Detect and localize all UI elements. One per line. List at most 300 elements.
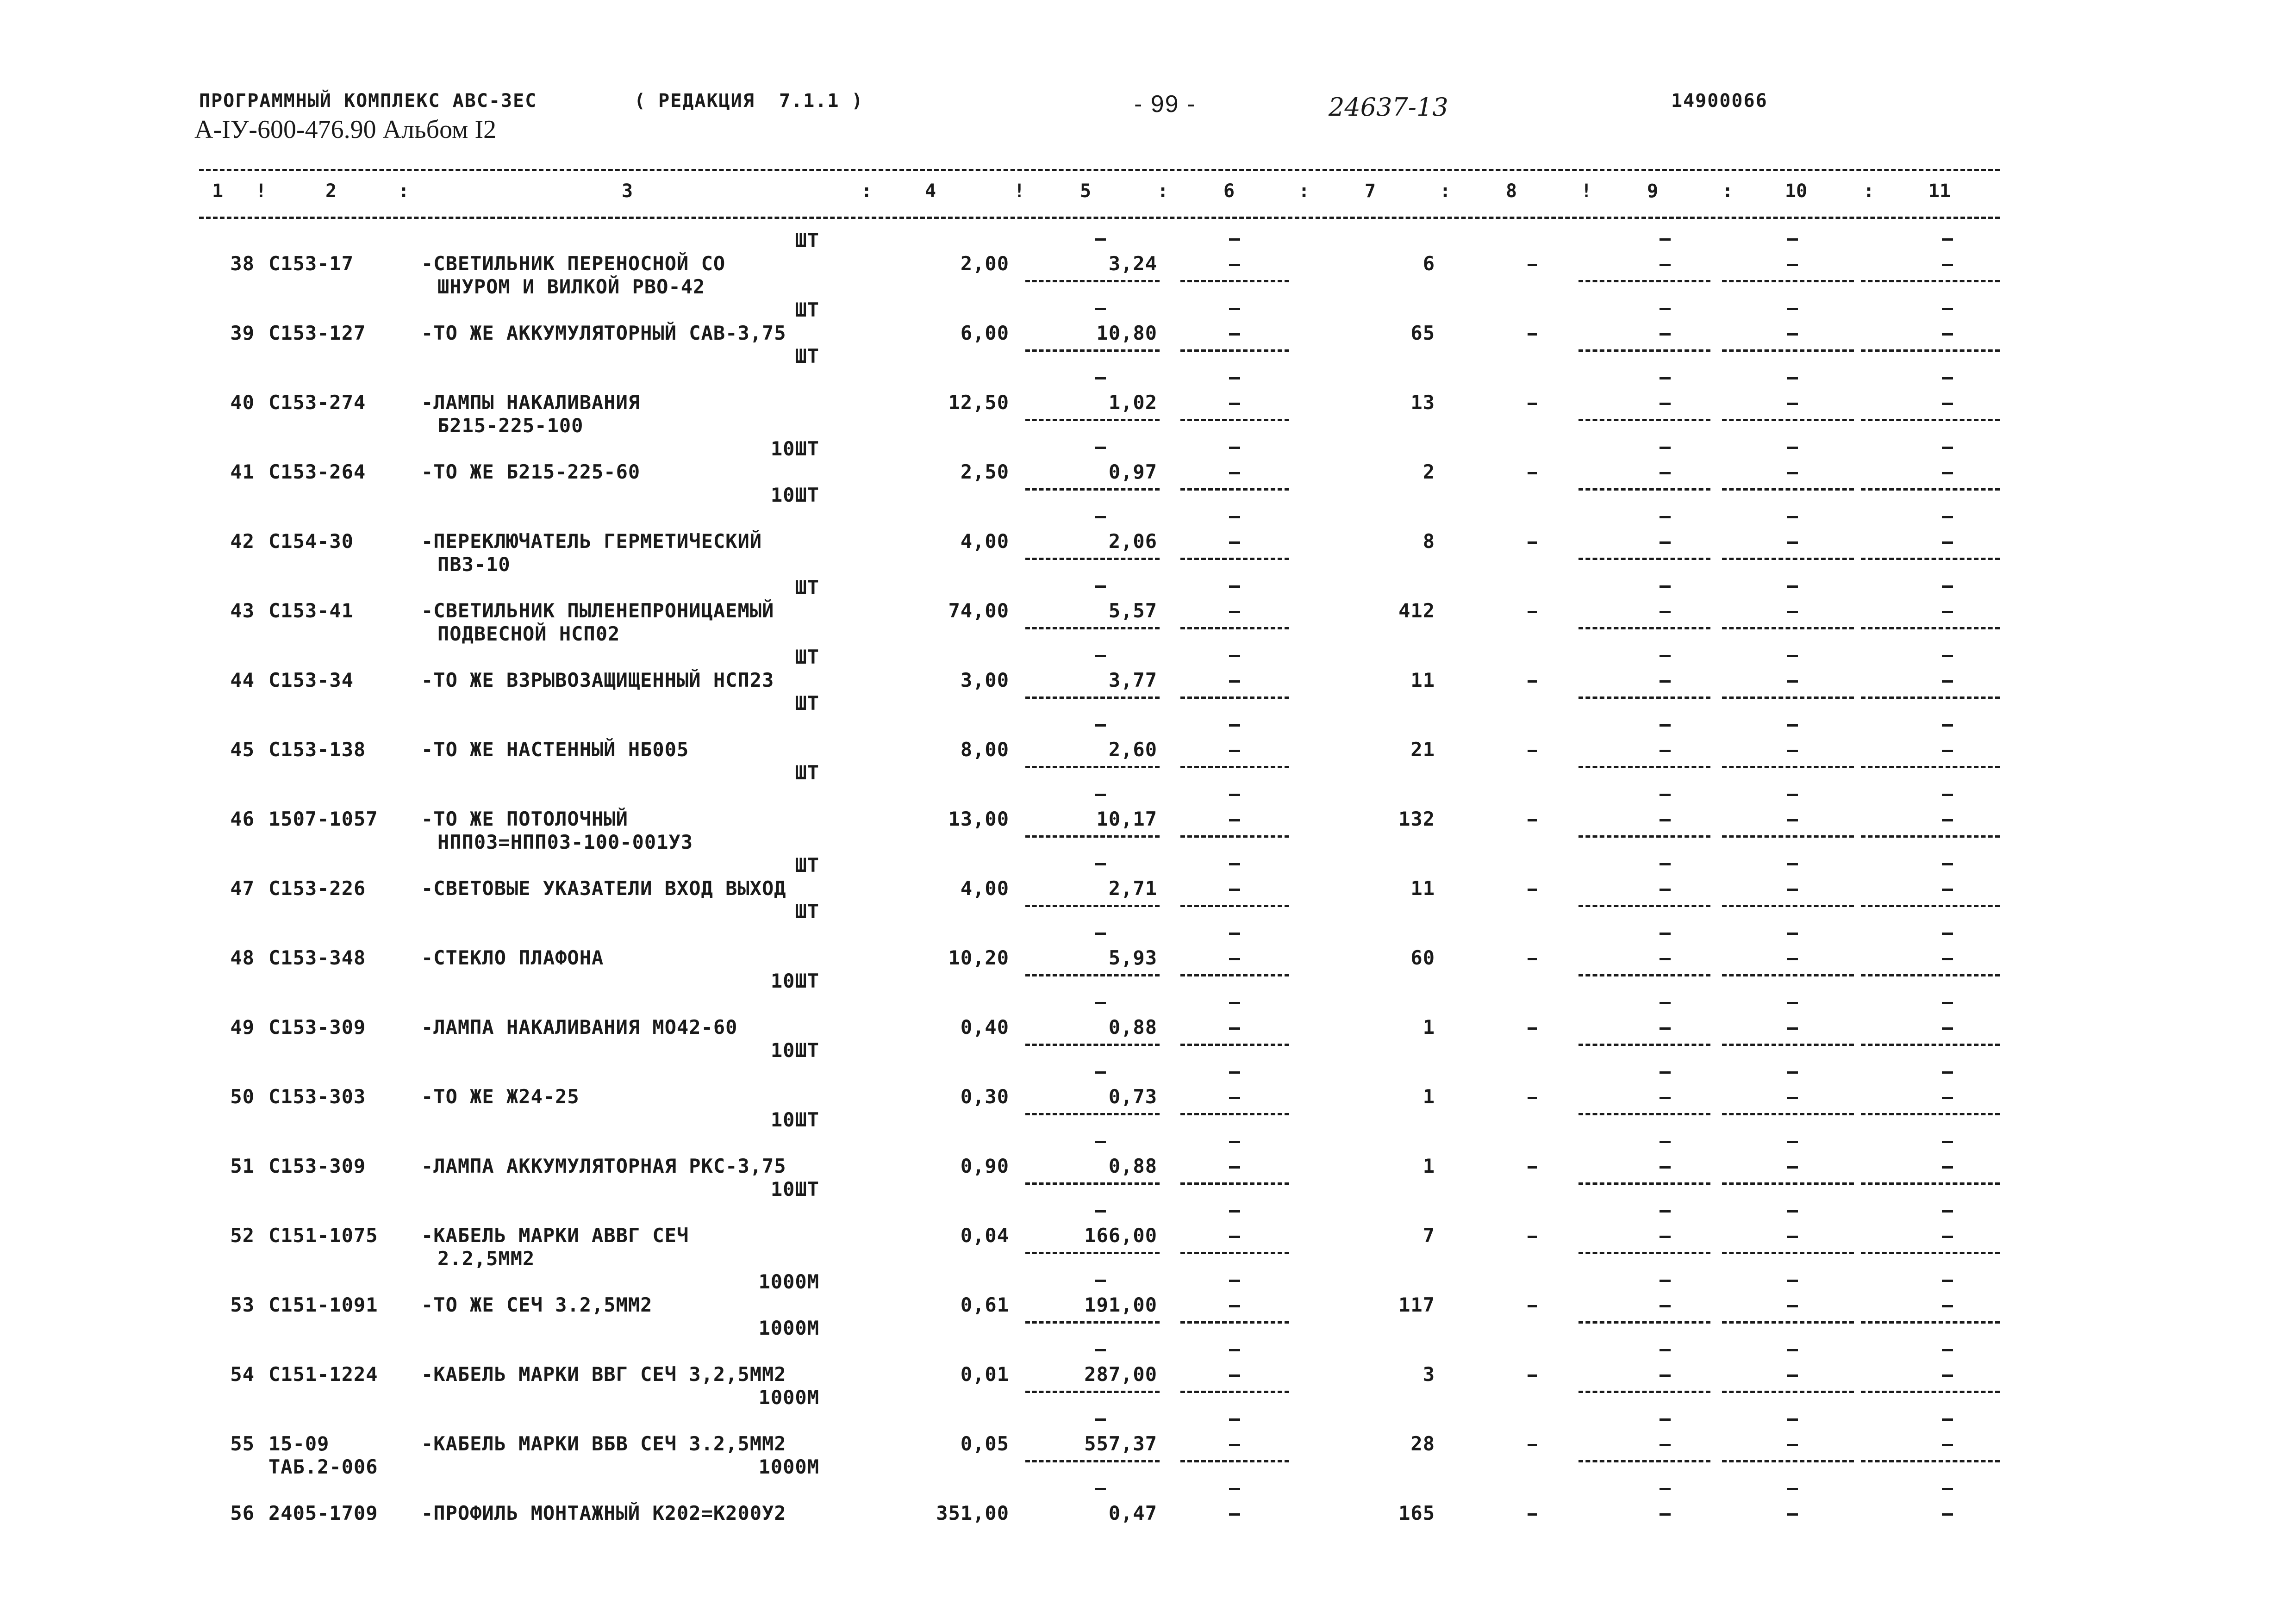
row-code: 15-09 bbox=[268, 1432, 330, 1455]
empty-cell-dash bbox=[1229, 1444, 1240, 1446]
cell-underline bbox=[1861, 974, 2000, 976]
row-col7-value: 1 bbox=[1423, 1085, 1435, 1108]
cell-underline bbox=[1861, 1460, 2000, 1462]
row-unit: 1000М bbox=[758, 1270, 819, 1293]
empty-cell-dash bbox=[1095, 308, 1106, 310]
cell-underline bbox=[1722, 280, 1854, 282]
empty-cell-dash bbox=[1229, 1236, 1240, 1238]
row-unit-next: 10ШТ bbox=[770, 1178, 819, 1200]
empty-cell-dash bbox=[1229, 1280, 1240, 1282]
empty-cell-dash bbox=[1942, 541, 1953, 544]
empty-cell-dash bbox=[1095, 1280, 1106, 1282]
empty-cell-dash bbox=[1787, 794, 1798, 796]
empty-cell-dash bbox=[1229, 819, 1240, 821]
empty-cell-dash bbox=[1660, 403, 1671, 405]
row-col5-value: 10,17 bbox=[1096, 808, 1157, 830]
row-col4-value: 0,04 bbox=[960, 1224, 1009, 1247]
cell-underline bbox=[1180, 1252, 1289, 1254]
cell-underline bbox=[1180, 1321, 1289, 1324]
empty-cell-dash bbox=[1095, 1210, 1106, 1213]
empty-cell-dash bbox=[1787, 1236, 1798, 1238]
empty-cell-dash bbox=[1229, 958, 1240, 960]
empty-cell-dash bbox=[1787, 403, 1798, 405]
row-name-continuation: 2.2,5ММ2 bbox=[437, 1247, 535, 1270]
cell-underline bbox=[1180, 974, 1289, 976]
empty-cell-dash bbox=[1660, 264, 1671, 266]
cell-underline bbox=[1025, 835, 1160, 838]
row-name: -ЛАМПА АККУМУЛЯТОРНАЯ РКС-3,75 bbox=[421, 1155, 786, 1177]
cell-underline bbox=[1578, 1321, 1710, 1324]
empty-cell-dash bbox=[1942, 472, 1953, 474]
cell-underline bbox=[1025, 766, 1160, 768]
empty-cell-dash bbox=[1787, 1280, 1798, 1282]
cell-underline bbox=[1861, 835, 2000, 838]
empty-cell-dash bbox=[1787, 1305, 1798, 1307]
empty-cell-dash bbox=[1095, 655, 1106, 657]
cell-underline bbox=[1861, 349, 2000, 352]
table-row bbox=[0, 1409, 2296, 1479]
empty-cell-dash bbox=[1095, 1418, 1106, 1421]
empty-cell-dash bbox=[1229, 1027, 1240, 1030]
row-number: 53 bbox=[230, 1293, 255, 1316]
cell-underline bbox=[1861, 766, 2000, 768]
row-unit: 10ШТ bbox=[770, 437, 819, 460]
empty-cell-dash bbox=[1787, 958, 1798, 960]
empty-cell-dash bbox=[1787, 238, 1798, 241]
row-code: С153-264 bbox=[268, 460, 366, 483]
row-number: 38 bbox=[230, 252, 255, 275]
empty-cell-dash bbox=[1787, 1349, 1798, 1351]
cell-underline bbox=[1722, 1391, 1854, 1393]
empty-cell-dash bbox=[1528, 1513, 1537, 1516]
cell-underline bbox=[1180, 419, 1289, 421]
empty-cell-dash bbox=[1787, 611, 1798, 613]
empty-cell-dash bbox=[1942, 1488, 1953, 1490]
empty-cell-dash bbox=[1528, 333, 1537, 336]
empty-cell-dash bbox=[1660, 1488, 1671, 1490]
cell-underline bbox=[1180, 280, 1289, 282]
row-col7-value: 132 bbox=[1398, 808, 1435, 830]
empty-cell-dash bbox=[1787, 1027, 1798, 1030]
empty-cell-dash bbox=[1528, 1027, 1537, 1030]
row-name: -ЛАМПА НАКАЛИВАНИЯ МО42-60 bbox=[421, 1016, 738, 1038]
cell-underline bbox=[1025, 1182, 1160, 1185]
row-number: 46 bbox=[230, 808, 255, 830]
empty-cell-dash bbox=[1942, 1002, 1953, 1004]
empty-cell-dash bbox=[1787, 1097, 1798, 1099]
row-number: 50 bbox=[230, 1085, 255, 1108]
empty-cell-dash bbox=[1660, 377, 1671, 379]
col-header-7: 7 bbox=[1364, 180, 1376, 202]
table-row bbox=[0, 1479, 2296, 1548]
table-row bbox=[0, 1201, 2296, 1270]
row-code: С153-17 bbox=[268, 252, 354, 275]
empty-cell-dash bbox=[1229, 1210, 1240, 1213]
empty-cell-dash bbox=[1660, 1374, 1671, 1377]
document-code: 14900066 bbox=[1671, 90, 1768, 112]
row-col4-value: 351,00 bbox=[936, 1502, 1009, 1524]
row-col5-value: 1,02 bbox=[1108, 391, 1157, 414]
empty-cell-dash bbox=[1095, 724, 1106, 727]
empty-cell-dash bbox=[1942, 333, 1953, 336]
empty-cell-dash bbox=[1942, 680, 1953, 683]
empty-cell-dash bbox=[1942, 863, 1953, 865]
empty-cell-dash bbox=[1229, 377, 1240, 379]
cell-underline bbox=[1578, 1182, 1710, 1185]
empty-cell-dash bbox=[1942, 750, 1953, 752]
cell-underline bbox=[1180, 488, 1289, 491]
row-number: 56 bbox=[230, 1502, 255, 1524]
empty-cell-dash bbox=[1660, 724, 1671, 727]
row-col7-value: 65 bbox=[1410, 322, 1435, 344]
row-col7-value: 8 bbox=[1423, 530, 1435, 553]
empty-cell-dash bbox=[1229, 611, 1240, 613]
empty-cell-dash bbox=[1229, 933, 1240, 935]
cell-underline bbox=[1578, 488, 1710, 491]
row-col5-value: 0,88 bbox=[1108, 1016, 1157, 1038]
row-col7-value: 60 bbox=[1410, 946, 1435, 969]
table-row bbox=[0, 229, 2296, 298]
empty-cell-dash bbox=[1942, 1418, 1953, 1421]
row-code: 2405-1709 bbox=[268, 1502, 378, 1524]
row-name: -СВЕТИЛЬНИК ПЫЛЕНЕПРОНИЦАЕМЫЙ bbox=[421, 599, 774, 622]
empty-cell-dash bbox=[1787, 655, 1798, 657]
row-col7-value: 1 bbox=[1423, 1155, 1435, 1177]
empty-cell-dash bbox=[1942, 1097, 1953, 1099]
row-col5-value: 3,24 bbox=[1108, 252, 1157, 275]
cell-underline bbox=[1861, 488, 2000, 491]
cell-underline bbox=[1722, 349, 1854, 352]
row-col7-value: 28 bbox=[1410, 1432, 1435, 1455]
empty-cell-dash bbox=[1942, 1513, 1953, 1516]
cell-underline bbox=[1578, 627, 1710, 629]
empty-cell-dash bbox=[1660, 1141, 1671, 1143]
empty-cell-dash bbox=[1095, 585, 1106, 588]
table-row bbox=[0, 507, 2296, 576]
empty-cell-dash bbox=[1660, 1210, 1671, 1213]
col-header-6: 6 bbox=[1223, 180, 1235, 202]
row-code: С151-1075 bbox=[268, 1224, 378, 1247]
row-name: -КАБЕЛЬ МАРКИ АВВГ СЕЧ bbox=[421, 1224, 689, 1247]
cell-underline bbox=[1025, 558, 1160, 560]
empty-cell-dash bbox=[1528, 1444, 1537, 1446]
cell-underline bbox=[1861, 1113, 2000, 1115]
row-name: -КАБЕЛЬ МАРКИ ВБВ СЕЧ 3.2,5ММ2 bbox=[421, 1432, 786, 1455]
empty-cell-dash bbox=[1660, 447, 1671, 449]
empty-cell-dash bbox=[1660, 1236, 1671, 1238]
cell-underline bbox=[1861, 280, 2000, 282]
row-col5-value: 3,77 bbox=[1108, 669, 1157, 691]
row-name: -ТО ЖЕ Ж24-25 bbox=[421, 1085, 580, 1108]
empty-cell-dash bbox=[1229, 1166, 1240, 1169]
row-number: 43 bbox=[230, 599, 255, 622]
row-code: С153-41 bbox=[268, 599, 354, 622]
empty-cell-dash bbox=[1787, 863, 1798, 865]
empty-cell-dash bbox=[1528, 611, 1537, 613]
empty-cell-dash bbox=[1942, 264, 1953, 266]
row-unit-next: 10ШТ bbox=[770, 1108, 819, 1131]
cell-underline bbox=[1861, 558, 2000, 560]
row-unit-next: 1000М bbox=[758, 1317, 819, 1339]
row-code: С153-348 bbox=[268, 946, 366, 969]
empty-cell-dash bbox=[1528, 541, 1537, 544]
empty-cell-dash bbox=[1942, 377, 1953, 379]
cell-underline bbox=[1722, 1252, 1854, 1254]
empty-cell-dash bbox=[1229, 655, 1240, 657]
empty-cell-dash bbox=[1787, 1513, 1798, 1516]
empty-cell-dash bbox=[1229, 1488, 1240, 1490]
row-unit: ШТ bbox=[795, 646, 819, 668]
empty-cell-dash bbox=[1528, 1097, 1537, 1099]
empty-cell-dash bbox=[1229, 585, 1240, 588]
row-col7-value: 2 bbox=[1423, 460, 1435, 483]
row-name-continuation: НПП03=НПП03-100-001У3 bbox=[437, 831, 693, 853]
col-header-5: 5 bbox=[1079, 180, 1092, 202]
empty-cell-dash bbox=[1095, 1071, 1106, 1074]
table-row bbox=[0, 576, 2296, 646]
empty-cell-dash bbox=[1942, 889, 1953, 891]
empty-cell-dash bbox=[1229, 403, 1240, 405]
cell-underline bbox=[1180, 696, 1289, 699]
empty-cell-dash bbox=[1528, 958, 1537, 960]
empty-cell-dash bbox=[1229, 724, 1240, 727]
empty-cell-dash bbox=[1787, 447, 1798, 449]
row-col5-value: 0,47 bbox=[1108, 1502, 1157, 1524]
row-col4-value: 13,00 bbox=[948, 808, 1009, 830]
row-col7-value: 1 bbox=[1423, 1016, 1435, 1038]
col-header-4: 4 bbox=[924, 180, 936, 202]
table-row bbox=[0, 1062, 2296, 1132]
cell-underline bbox=[1722, 766, 1854, 768]
empty-cell-dash bbox=[1095, 238, 1106, 241]
row-col4-value: 0,90 bbox=[960, 1155, 1009, 1177]
empty-cell-dash bbox=[1787, 1166, 1798, 1169]
table-row bbox=[0, 784, 2296, 854]
row-code: С153-226 bbox=[268, 877, 366, 900]
table-row bbox=[0, 715, 2296, 784]
empty-cell-dash bbox=[1660, 1166, 1671, 1169]
row-name: -СТЕКЛО ПЛАФОНА bbox=[421, 946, 604, 969]
table-row bbox=[0, 993, 2296, 1062]
empty-cell-dash bbox=[1787, 889, 1798, 891]
empty-cell-dash bbox=[1528, 472, 1537, 474]
empty-cell-dash bbox=[1095, 1141, 1106, 1143]
empty-cell-dash bbox=[1787, 724, 1798, 727]
cell-underline bbox=[1025, 1044, 1160, 1046]
row-unit-next: ШТ bbox=[795, 345, 819, 367]
empty-cell-dash bbox=[1787, 1141, 1798, 1143]
empty-cell-dash bbox=[1229, 308, 1240, 310]
empty-cell-dash bbox=[1787, 472, 1798, 474]
cell-underline bbox=[1025, 280, 1160, 282]
cell-underline bbox=[1025, 1113, 1160, 1115]
cell-underline bbox=[1578, 1391, 1710, 1393]
cell-underline bbox=[1025, 905, 1160, 907]
empty-cell-dash bbox=[1942, 1210, 1953, 1213]
cell-underline bbox=[1861, 1252, 2000, 1254]
row-unit: ШТ bbox=[795, 854, 819, 877]
row-number: 47 bbox=[230, 877, 255, 900]
row-code: С154-30 bbox=[268, 530, 354, 553]
row-name-continuation: ШНУРОМ И ВИЛКОЙ РВО-42 bbox=[437, 275, 705, 298]
table-row bbox=[0, 923, 2296, 993]
empty-cell-dash bbox=[1229, 238, 1240, 241]
empty-cell-dash bbox=[1787, 680, 1798, 683]
row-col5-value: 166,00 bbox=[1084, 1224, 1157, 1247]
row-col4-value: 0,40 bbox=[960, 1016, 1009, 1038]
cell-underline bbox=[1722, 835, 1854, 838]
row-number: 49 bbox=[230, 1016, 255, 1038]
row-col7-value: 117 bbox=[1398, 1293, 1435, 1316]
empty-cell-dash bbox=[1942, 1166, 1953, 1169]
empty-cell-dash bbox=[1095, 1488, 1106, 1490]
empty-cell-dash bbox=[1660, 333, 1671, 336]
row-col4-value: 6,00 bbox=[960, 322, 1009, 344]
empty-cell-dash bbox=[1942, 403, 1953, 405]
row-col7-value: 21 bbox=[1410, 738, 1435, 761]
row-name: -ТО ЖЕ НАСТЕННЫЙ НБ005 bbox=[421, 738, 689, 761]
table-row bbox=[0, 1270, 2296, 1340]
row-name: -СВЕТИЛЬНИК ПЕРЕНОСНОЙ СО bbox=[421, 252, 726, 275]
row-col5-value: 2,06 bbox=[1108, 530, 1157, 553]
empty-cell-dash bbox=[1942, 933, 1953, 935]
empty-cell-dash bbox=[1660, 933, 1671, 935]
row-unit-next: ШТ bbox=[795, 761, 819, 784]
empty-cell-dash bbox=[1229, 794, 1240, 796]
cell-underline bbox=[1861, 696, 2000, 699]
empty-cell-dash bbox=[1942, 238, 1953, 241]
empty-cell-dash bbox=[1787, 1488, 1798, 1490]
row-name: -КАБЕЛЬ МАРКИ ВВГ СЕЧ 3,2,5ММ2 bbox=[421, 1363, 786, 1386]
cell-underline bbox=[1578, 1113, 1710, 1115]
row-col4-value: 10,20 bbox=[948, 946, 1009, 969]
row-col5-value: 0,88 bbox=[1108, 1155, 1157, 1177]
cell-underline bbox=[1578, 558, 1710, 560]
col-header-11: 11 bbox=[1928, 180, 1951, 202]
cell-underline bbox=[1578, 974, 1710, 976]
row-code: С151-1091 bbox=[268, 1293, 378, 1316]
row-code: С151-1224 bbox=[268, 1363, 378, 1386]
cell-underline bbox=[1722, 488, 1854, 491]
handwritten-code: 24637-13 bbox=[1329, 93, 1448, 122]
empty-cell-dash bbox=[1660, 238, 1671, 241]
col-header-10: 10 bbox=[1784, 180, 1808, 202]
row-number: 42 bbox=[230, 530, 255, 553]
empty-cell-dash bbox=[1660, 750, 1671, 752]
cell-underline bbox=[1722, 1113, 1854, 1115]
row-col7-value: 6 bbox=[1423, 252, 1435, 275]
empty-cell-dash bbox=[1942, 516, 1953, 518]
empty-cell-dash bbox=[1660, 1002, 1671, 1004]
cell-underline bbox=[1722, 905, 1854, 907]
table-row bbox=[0, 1340, 2296, 1409]
row-number: 54 bbox=[230, 1363, 255, 1386]
cell-underline bbox=[1861, 1391, 2000, 1393]
empty-cell-dash bbox=[1787, 377, 1798, 379]
cell-underline bbox=[1722, 1182, 1854, 1185]
cell-underline bbox=[1578, 696, 1710, 699]
row-unit-next: 1000М bbox=[758, 1455, 819, 1478]
empty-cell-dash bbox=[1787, 264, 1798, 266]
empty-cell-dash bbox=[1229, 541, 1240, 544]
empty-cell-dash bbox=[1787, 1071, 1798, 1074]
empty-cell-dash bbox=[1095, 794, 1106, 796]
row-number: 52 bbox=[230, 1224, 255, 1247]
empty-cell-dash bbox=[1660, 1444, 1671, 1446]
cell-underline bbox=[1180, 1391, 1289, 1393]
cell-underline bbox=[1861, 419, 2000, 421]
row-name: -ТО ЖЕ Б215-225-60 bbox=[421, 460, 641, 483]
row-col5-value: 0,73 bbox=[1108, 1085, 1157, 1108]
empty-cell-dash bbox=[1229, 889, 1240, 891]
row-col7-value: 3 bbox=[1423, 1363, 1435, 1386]
table-row bbox=[0, 854, 2296, 923]
table-row bbox=[0, 298, 2296, 368]
row-col7-value: 412 bbox=[1398, 599, 1435, 622]
empty-cell-dash bbox=[1660, 889, 1671, 891]
row-code: С153-309 bbox=[268, 1155, 366, 1177]
empty-cell-dash bbox=[1229, 750, 1240, 752]
row-name: -СВЕТОВЫЕ УКАЗАТЕЛИ ВХОД ВЫХОД bbox=[421, 877, 786, 900]
row-number: 45 bbox=[230, 738, 255, 761]
row-code: С153-303 bbox=[268, 1085, 366, 1108]
row-code: С153-127 bbox=[268, 322, 366, 344]
row-name: -ТО ЖЕ СЕЧ 3.2,5ММ2 bbox=[421, 1293, 653, 1316]
row-name: -ПЕРЕКЛЮЧАТЕЛЬ ГЕРМЕТИЧЕСКИЙ bbox=[421, 530, 762, 553]
empty-cell-dash bbox=[1528, 819, 1537, 821]
empty-cell-dash bbox=[1528, 264, 1537, 266]
empty-cell-dash bbox=[1229, 333, 1240, 336]
cell-underline bbox=[1861, 627, 2000, 629]
row-unit-next: ШТ bbox=[795, 692, 819, 715]
empty-cell-dash bbox=[1660, 958, 1671, 960]
empty-cell-dash bbox=[1229, 1349, 1240, 1351]
cell-underline bbox=[1025, 488, 1160, 491]
empty-cell-dash bbox=[1660, 680, 1671, 683]
empty-cell-dash bbox=[1942, 1141, 1953, 1143]
table-row bbox=[0, 368, 2296, 437]
row-col4-value: 4,00 bbox=[960, 877, 1009, 900]
empty-cell-dash bbox=[1229, 1513, 1240, 1516]
row-name: -ПРОФИЛЬ МОНТАЖНЫЙ К202=К200У2 bbox=[421, 1502, 786, 1524]
row-name: -ТО ЖЕ ВЗРЫВОЗАЩИЩЕННЫЙ НСП23 bbox=[421, 669, 774, 691]
cell-underline bbox=[1180, 835, 1289, 838]
cell-underline bbox=[1722, 1460, 1854, 1462]
empty-cell-dash bbox=[1787, 585, 1798, 588]
empty-cell-dash bbox=[1229, 1305, 1240, 1307]
row-col4-value: 2,00 bbox=[960, 252, 1009, 275]
cell-underline bbox=[1578, 1044, 1710, 1046]
header-rule-top bbox=[199, 169, 2000, 171]
empty-cell-dash bbox=[1660, 1418, 1671, 1421]
empty-cell-dash bbox=[1787, 933, 1798, 935]
empty-cell-dash bbox=[1787, 1002, 1798, 1004]
empty-cell-dash bbox=[1787, 819, 1798, 821]
empty-cell-dash bbox=[1660, 1097, 1671, 1099]
col-header-2: 2 bbox=[325, 180, 337, 202]
empty-cell-dash bbox=[1528, 680, 1537, 683]
cell-underline bbox=[1025, 349, 1160, 352]
row-col5-value: 10,80 bbox=[1096, 322, 1157, 344]
empty-cell-dash bbox=[1229, 516, 1240, 518]
empty-cell-dash bbox=[1528, 403, 1537, 405]
row-code: С153-309 bbox=[268, 1016, 366, 1038]
empty-cell-dash bbox=[1942, 1071, 1953, 1074]
empty-cell-dash bbox=[1942, 447, 1953, 449]
empty-cell-dash bbox=[1095, 516, 1106, 518]
cell-underline bbox=[1722, 696, 1854, 699]
empty-cell-dash bbox=[1528, 1374, 1537, 1377]
